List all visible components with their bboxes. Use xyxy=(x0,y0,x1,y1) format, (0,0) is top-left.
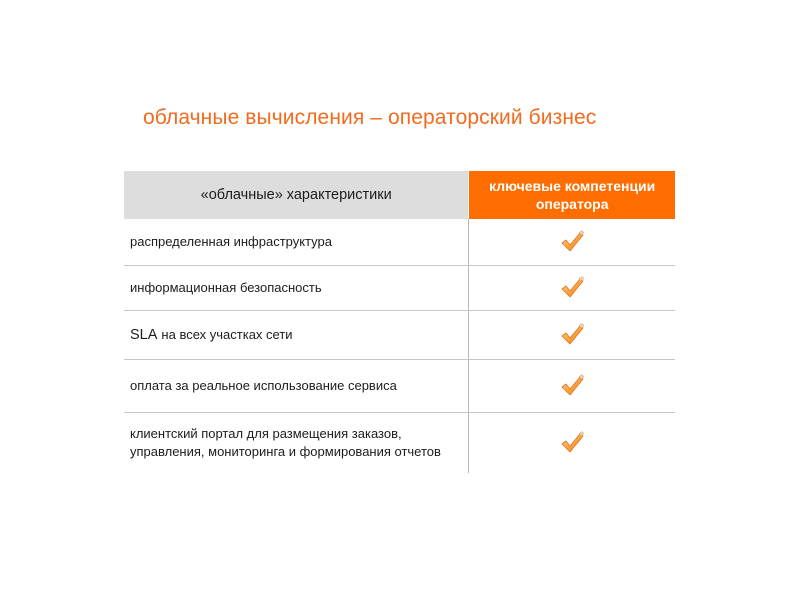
row-label: информационная безопасность xyxy=(124,266,469,310)
table-row xyxy=(124,219,675,266)
table-row xyxy=(124,360,675,413)
header-competencies: ключевые компетенции оператора xyxy=(469,171,675,219)
checkmark-icon xyxy=(559,230,585,254)
comparison-table xyxy=(124,171,675,473)
table-row xyxy=(124,266,675,311)
row-check-cell xyxy=(469,266,675,310)
row-check-cell xyxy=(469,360,675,412)
checkmark-icon xyxy=(559,431,585,455)
table-header xyxy=(124,171,675,219)
row-label-prefix: SLA xyxy=(130,327,158,343)
row-label: распределенная инфраструктура xyxy=(124,219,469,265)
table-row xyxy=(124,311,675,360)
row-check-cell xyxy=(469,219,675,265)
row-label: оплата за реальное использование сервиса xyxy=(124,360,469,412)
slide-title: облачные вычисления – операторский бизнес xyxy=(143,106,597,129)
row-label: клиентский портал для размещения заказов, управления, мониторинга и формирования отчетов xyxy=(124,413,469,473)
row-label-text: на всех участках сети xyxy=(161,327,293,342)
table-row xyxy=(124,413,675,473)
row-label xyxy=(124,311,469,359)
checkmark-icon xyxy=(559,374,585,398)
checkmark-icon xyxy=(559,323,585,347)
row-check-cell xyxy=(469,413,675,473)
header-characteristics: «облачные» характеристики xyxy=(124,171,468,219)
checkmark-icon xyxy=(559,276,585,300)
row-check-cell xyxy=(469,311,675,359)
